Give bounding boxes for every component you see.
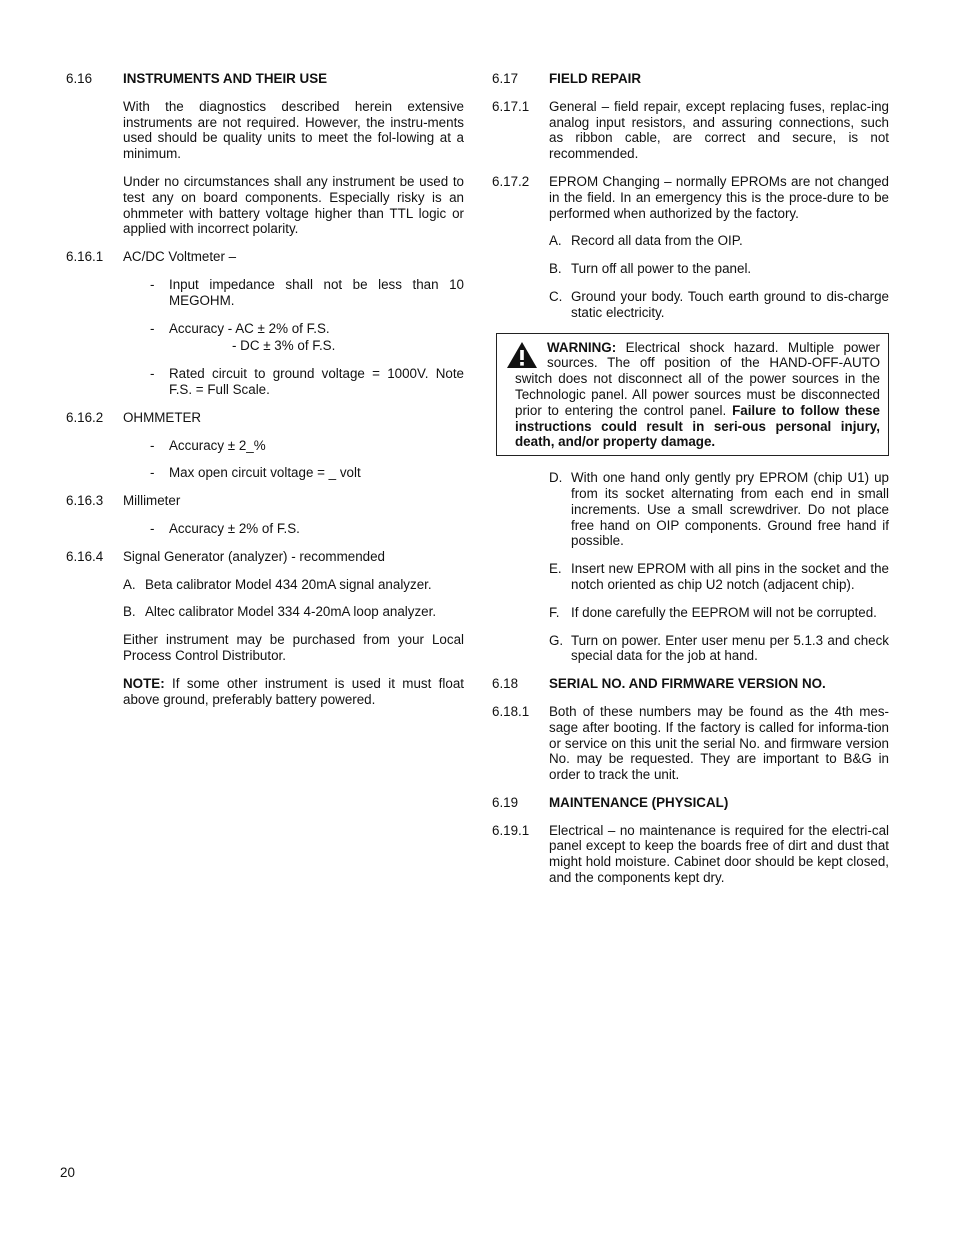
section-title: SERIAL NO. AND FIRMWARE VERSION NO. — [549, 676, 826, 692]
list-dash: - — [150, 465, 155, 481]
section-6-18-1 — [492, 704, 889, 783]
section-title: FIELD REPAIR — [549, 71, 642, 86]
list-item — [549, 605, 889, 621]
warning-consequence: Failure to follow these instructions could result in seri-ous personal injury, death, and/or property damage. — [515, 402, 880, 450]
section-6-19-1 — [492, 823, 889, 886]
section-number: 6.16.4 — [66, 548, 104, 564]
section-number: 6.19.1 — [492, 822, 530, 838]
paragraph: With the diagnostics described herein extensive instruments are not required. However, the instru-ments used should be quality units to meet the fol-lowing at a minimum. — [123, 98, 464, 162]
section-title: INSTRUMENTS AND THEIR USE — [123, 71, 328, 86]
section-6-16-heading — [66, 71, 464, 87]
list-item-text: Max open circuit voltage = _ volt — [169, 465, 361, 481]
list-item-text: Accuracy - AC ± 2% of F.S. — [169, 320, 330, 336]
list-item — [549, 289, 889, 321]
note-paragraph — [123, 676, 464, 708]
section-number: 6.18 — [492, 676, 519, 692]
list-item-text: Accuracy ± 2% of F.S. — [169, 520, 300, 536]
section-6-16-2-heading — [66, 410, 464, 426]
list-dash: - — [150, 276, 155, 292]
list-item — [150, 438, 464, 454]
paragraph: Either instrument may be purchased from your Local Process Control Distributor. — [123, 632, 464, 663]
section-title: AC/DC Voltmeter – — [123, 249, 237, 265]
list-item — [549, 561, 889, 593]
section-6-16-4-heading — [66, 549, 464, 565]
section-6-18-heading — [492, 676, 889, 692]
right-column — [492, 71, 889, 898]
section-6-16-3-heading — [66, 493, 464, 509]
list-letter: G. — [549, 632, 564, 648]
list-item-text: If done carefully the EEPROM will not be corrupted. — [571, 604, 877, 620]
list-item — [150, 521, 464, 537]
section-title: MAINTENANCE (PHYSICAL) — [549, 794, 729, 810]
section-text: General – field repair, except replacing fuses, replac-ing analog input resistors, and assuring connections, such as ribbon cable, are correct and secure, is not recommended. — [549, 98, 889, 162]
section-number: 6.18.1 — [492, 703, 530, 719]
section-6-16-1-heading — [66, 249, 464, 265]
list-item — [150, 465, 464, 481]
list-item — [123, 577, 464, 593]
section-6-17-heading — [492, 71, 889, 87]
section-title: Millimeter — [123, 493, 181, 509]
list-letter: A. — [123, 576, 136, 592]
list-item-text: Turn off all power to the panel. — [571, 261, 752, 277]
list-item — [123, 604, 464, 620]
list-dash: - — [150, 320, 155, 336]
section-6-17-1 — [492, 99, 889, 162]
list-item-subline: - DC ± 3% of F.S. — [232, 338, 336, 354]
list-item-text: Beta calibrator Model 434 20mA signal analyzer. — [145, 576, 432, 592]
page-number: 20 — [60, 1165, 75, 1180]
list-item-text: Record all data from the OIP. — [571, 233, 743, 249]
section-number: 6.16 — [66, 71, 93, 86]
list-letter: B. — [549, 261, 562, 277]
list-letter: D. — [549, 470, 563, 486]
list-letter: F. — [549, 604, 560, 620]
section-number: 6.17.1 — [492, 98, 530, 114]
list-letter: E. — [549, 561, 562, 577]
section-title: Signal Generator (analyzer) - recommended — [123, 548, 385, 564]
list-item-text: Insert new EPROM with all pins in the socket and the notch oriented as chip U2 notch (adjacent chip). — [571, 561, 889, 592]
list-item — [150, 321, 464, 337]
list-item — [150, 277, 464, 309]
section-number: 6.16.1 — [66, 249, 104, 265]
note-text: If some other instrument is used it must float above ground, preferably battery powered. — [123, 675, 464, 707]
warning-text: Electrical shock hazard. Multiple power sources. The off position of the HAND-OFF-AUTO switch does not disconnect all of the power sources in the Technologic panel. All power sources must be disconnected prior to entering the control panel. — [515, 339, 880, 418]
section-number: 6.17.2 — [492, 173, 530, 189]
list-item-text: With one hand only gently pry EPROM (chip U1) up from its socket alternating from each end in small increments. Use a small screwdriver. Do not place free hand on OIP components. Ground free hand if possible. — [571, 470, 889, 549]
section-text: Both of these numbers may be found as the 4th mes-sage after booting. If the factory is called for informa-tion or service on this unit the serial No. and firmware version No. may be requested. They are important to B&G in order to track the unit. — [549, 703, 889, 783]
warning-box — [496, 333, 889, 457]
section-6-19-heading — [492, 795, 889, 811]
list-item — [549, 233, 889, 249]
list-letter: C. — [549, 288, 563, 304]
section-number: 6.16.3 — [66, 493, 104, 509]
list-item — [150, 366, 464, 398]
list-item-text: Ground your body. Touch earth ground to dis-charge static electricity. — [571, 288, 889, 320]
section-number: 6.17 — [492, 71, 519, 86]
paragraph: Under no circumstances shall any instrument be used to test any on board components. Especially risky is an ohmmeter with battery voltage higher than TTL logic or applied with incorrect polarity. — [123, 173, 464, 237]
list-item-text: Altec calibrator Model 334 4-20mA loop analyzer. — [145, 604, 437, 620]
left-column — [66, 71, 464, 719]
section-6-17-2 — [492, 174, 889, 221]
list-dash: - — [150, 520, 155, 536]
list-dash: - — [150, 437, 155, 453]
section-number: 6.16.2 — [66, 409, 104, 425]
list-item-text: Accuracy ± 2_% — [169, 437, 266, 453]
list-item-text: Rated circuit to ground voltage = 1000V. Note F.S. = Full Scale. — [169, 366, 464, 397]
section-title: OHMMETER — [123, 409, 202, 425]
list-item-text: Turn on power. Enter user menu per 5.1.3 and check special data for the job at hand. — [571, 632, 889, 664]
list-letter: B. — [123, 604, 136, 620]
list-item — [549, 261, 889, 277]
list-item — [549, 470, 889, 549]
section-text: Electrical – no maintenance is required for the electri-cal panel except to keep the boards free of dirt and dust that might hold moisture. Cabinet door should be kept closed, and the components kept dry. — [549, 822, 889, 886]
list-item — [549, 633, 889, 665]
section-text: EPROM Changing – normally EPROMs are not changed in the field. In an emergency this is the proce-dure to be performed when authorized by the factory. — [549, 173, 889, 221]
section-number: 6.19 — [492, 794, 519, 810]
list-letter: A. — [549, 233, 562, 249]
note-label: NOTE: — [123, 675, 165, 691]
warning-triangle-icon — [505, 340, 539, 370]
warning-label: WARNING: — [547, 339, 617, 355]
list-dash: - — [150, 366, 155, 382]
list-item-text: Input impedance shall not be less than 10 MEGOHM. — [169, 276, 464, 308]
